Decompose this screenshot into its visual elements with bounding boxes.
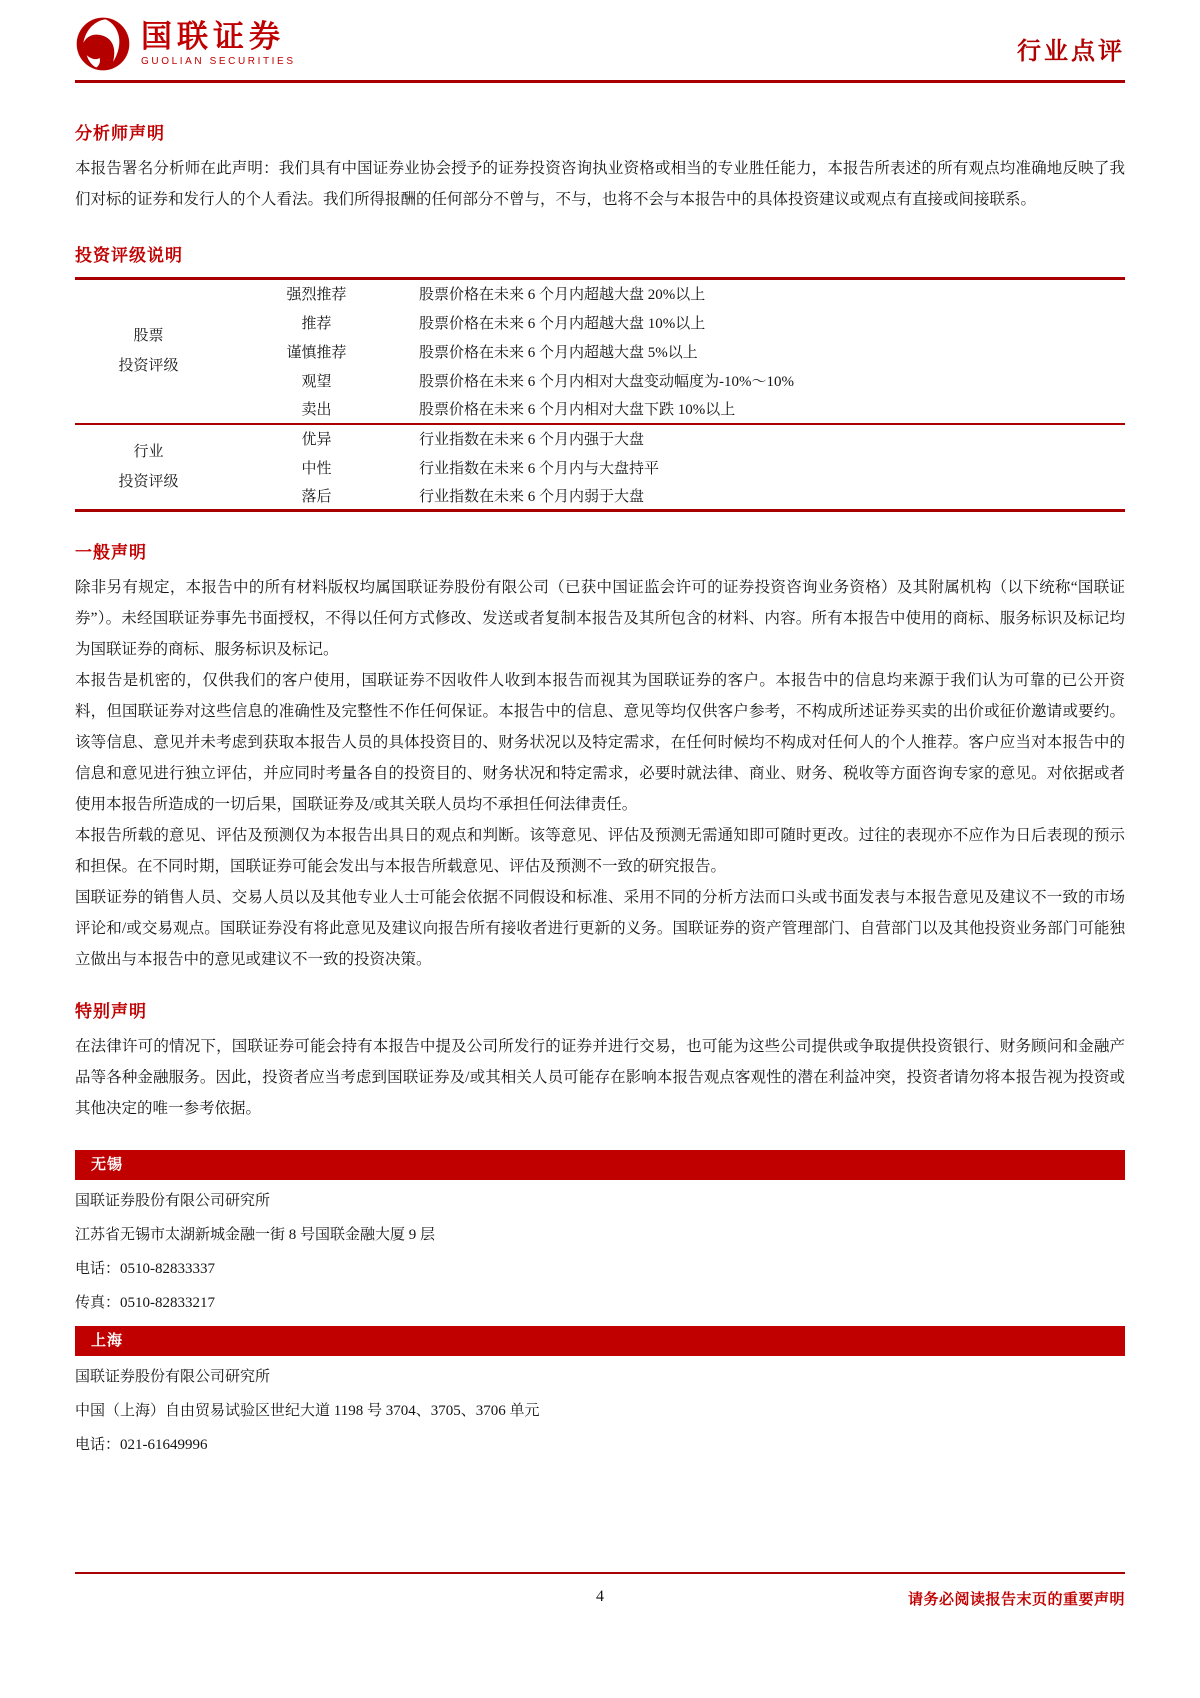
table-row (75, 308, 1125, 337)
table-row (75, 424, 1125, 453)
table-row (75, 366, 1125, 395)
general-statement-heading: 一般声明 (75, 543, 147, 562)
office-contact-section (75, 1150, 1125, 1462)
category-line: 行业 (133, 443, 164, 460)
general-paragraph: 除非另有规定，本报告中的所有材料版权均属国联证券股份有限公司（已获中国证监会许可的证券投资咨询业务资格）及其附属机构（以下统称“国联证券”）。未经国联证券事先书面授权，不得以任何方式修改、发送或者复制本报告及其所包含的材料、内容。所有本报告中使用的商标、服务标识及标记均为国联证券的商标、服务标识及标记。 (75, 579, 1125, 658)
rating-table (75, 277, 1125, 512)
rating-description: 行业指数在未来 6 个月内强于大盘 (419, 432, 645, 448)
rating-description: 股票价格在未来 6 个月内超越大盘 5%以上 (419, 344, 698, 361)
general-paragraph: 本报告所载的意见、评估及预测仅为本报告出具日的观点和判断。该等意见、评估及预测无需通知即可随时更改。过往的表现亦不应作为日后表现的预示和担保。在不同时期，国联证券可能会发出与本报告所载意见、评估及预测不一致的研究报告。 (75, 827, 1125, 875)
rating-label: 优异 (301, 432, 332, 448)
logo-subtitle: GUOLIAN SECURITIES (141, 56, 296, 68)
rating-label: 谨慎推荐 (286, 344, 347, 361)
office-institute: 国联证券股份有限公司研究所 (75, 1193, 271, 1209)
office-phone: 电话：0510-82833337 (75, 1261, 215, 1277)
rating-description: 股票价格在未来 6 个月内超越大盘 20%以上 (419, 287, 706, 304)
rating-description: 股票价格在未来 6 个月内相对大盘变动幅度为-10%～10% (419, 373, 794, 390)
category-line: 投资评级 (118, 473, 179, 490)
logo-title: 国联证券 (141, 18, 285, 54)
table-row (75, 279, 1125, 308)
office-city-bar-wuxi: 无锡 (75, 1150, 1125, 1180)
rating-label: 落后 (301, 488, 332, 505)
guolian-logo-icon (75, 16, 131, 72)
rating-label: 中性 (301, 460, 332, 477)
rating-label: 观望 (301, 373, 332, 390)
rating-label: 卖出 (301, 402, 332, 418)
table-row (75, 453, 1125, 482)
category-line: 投资评级 (118, 358, 179, 375)
special-statement-body: 在法律许可的情况下，国联证券可能会持有本报告中提及公司所发行的证券并进行交易，也可能为这些公司提供或争取提供投资银行、财务顾问和金融产品等各种金融服务。因此，投资者应当考虑到国联证券及/或其相关人员可能存在影响本报告观点客观性的潜在利益冲突，投资者请勿将本报告视为投资或其他决定的唯一参考依据。 (75, 1038, 1125, 1117)
rating-category-stock (75, 279, 222, 424)
rating-section-heading: 投资评级说明 (75, 246, 183, 265)
office-address: 江苏省无锡市太湖新城金融一街 8 号国联金融大厦 9 层 (75, 1227, 436, 1243)
office-institute: 国联证券股份有限公司研究所 (75, 1369, 271, 1385)
category-line: 股票 (133, 328, 164, 345)
company-logo (75, 16, 296, 72)
office-details-shanghai (75, 1356, 1125, 1462)
rating-label: 推荐 (301, 315, 332, 332)
rating-category-industry (75, 424, 222, 511)
page-number: 4 (596, 1588, 604, 1605)
table-row (75, 337, 1125, 366)
rating-group-stock (75, 279, 1125, 424)
office-address: 中国（上海）自由贸易试验区世纪大道 1198 号 3704、3705、3706 单元 (75, 1403, 540, 1419)
footer-disclaimer-notice: 请务必阅读报告末页的重要声明 (907, 1592, 1125, 1608)
analyst-statement-heading: 分析师声明 (75, 124, 165, 143)
logo-text (141, 18, 296, 68)
general-statement-body (75, 572, 1125, 975)
rating-description: 行业指数在未来 6 个月内与大盘持平 (419, 460, 660, 477)
analyst-statement-body: 本报告署名分析师在此声明：我们具有中国证券业协会授予的证券投资咨询执业资格或相当的专业胜任能力，本报告所表述的所有观点均准确地反映了我们对标的证券和发行人的个人看法。我们所得报酬的任何部分不曾与，不与，也将不会与本报告中的具体投资建议或观点有直接或间接联系。 (75, 160, 1125, 208)
table-row (75, 395, 1125, 424)
rating-group-industry (75, 424, 1125, 511)
page-header (75, 0, 1125, 83)
office-details-wuxi (75, 1180, 1125, 1320)
office-fax: 传真：0510-82833217 (75, 1295, 215, 1311)
report-type-label: 行业点评 (1017, 39, 1125, 65)
page-footer (75, 1572, 1125, 1606)
table-row (75, 482, 1125, 511)
rating-description: 行业指数在未来 6 个月内弱于大盘 (419, 488, 645, 505)
office-phone: 电话：021-61649996 (75, 1437, 208, 1453)
general-paragraph: 国联证券的销售人员、交易人员以及其他专业人士可能会依据不同假设和标准、采用不同的分析方法而口头或书面发表与本报告意见及建议不一致的市场评论和/或交易观点。国联证券没有将此意见及建议向报告所有接收者进行更新的义务。国联证券的资产管理部门、自营部门以及其他投资业务部门可能独立做出与本报告中的意见或建议不一致的投资决策。 (75, 889, 1125, 968)
office-city-bar-shanghai: 上海 (75, 1326, 1125, 1356)
general-paragraph: 本报告是机密的，仅供我们的客户使用，国联证券不因收件人收到本报告而视其为国联证券的客户。本报告中的信息均来源于我们认为可靠的已公开资料，但国联证券对这些信息的准确性及完整性不作任何保证。本报告中的信息、意见等均仅供客户参考，不构成所述证券买卖的出价或征价邀请或要约。该等信息、意见并未考虑到获取本报告人员的具体投资目的、财务状况以及特定需求，在任何时候均不构成对任何人的个人推荐。客户应当对本报告中的信息和意见进行独立评估，并应同时考量各自的投资目的、财务状况和特定需求，必要时就法律、商业、财务、税收等方面咨询专家的意见。对依据或者使用本报告所造成的一切后果，国联证券及/或其关联人员均不承担任何法律责任。 (75, 672, 1125, 813)
rating-description: 股票价格在未来 6 个月内相对大盘下跌 10%以上 (419, 402, 736, 418)
special-statement-heading: 特别声明 (75, 1002, 147, 1021)
rating-label: 强烈推荐 (286, 287, 347, 304)
rating-description: 股票价格在未来 6 个月内超越大盘 10%以上 (419, 315, 706, 332)
